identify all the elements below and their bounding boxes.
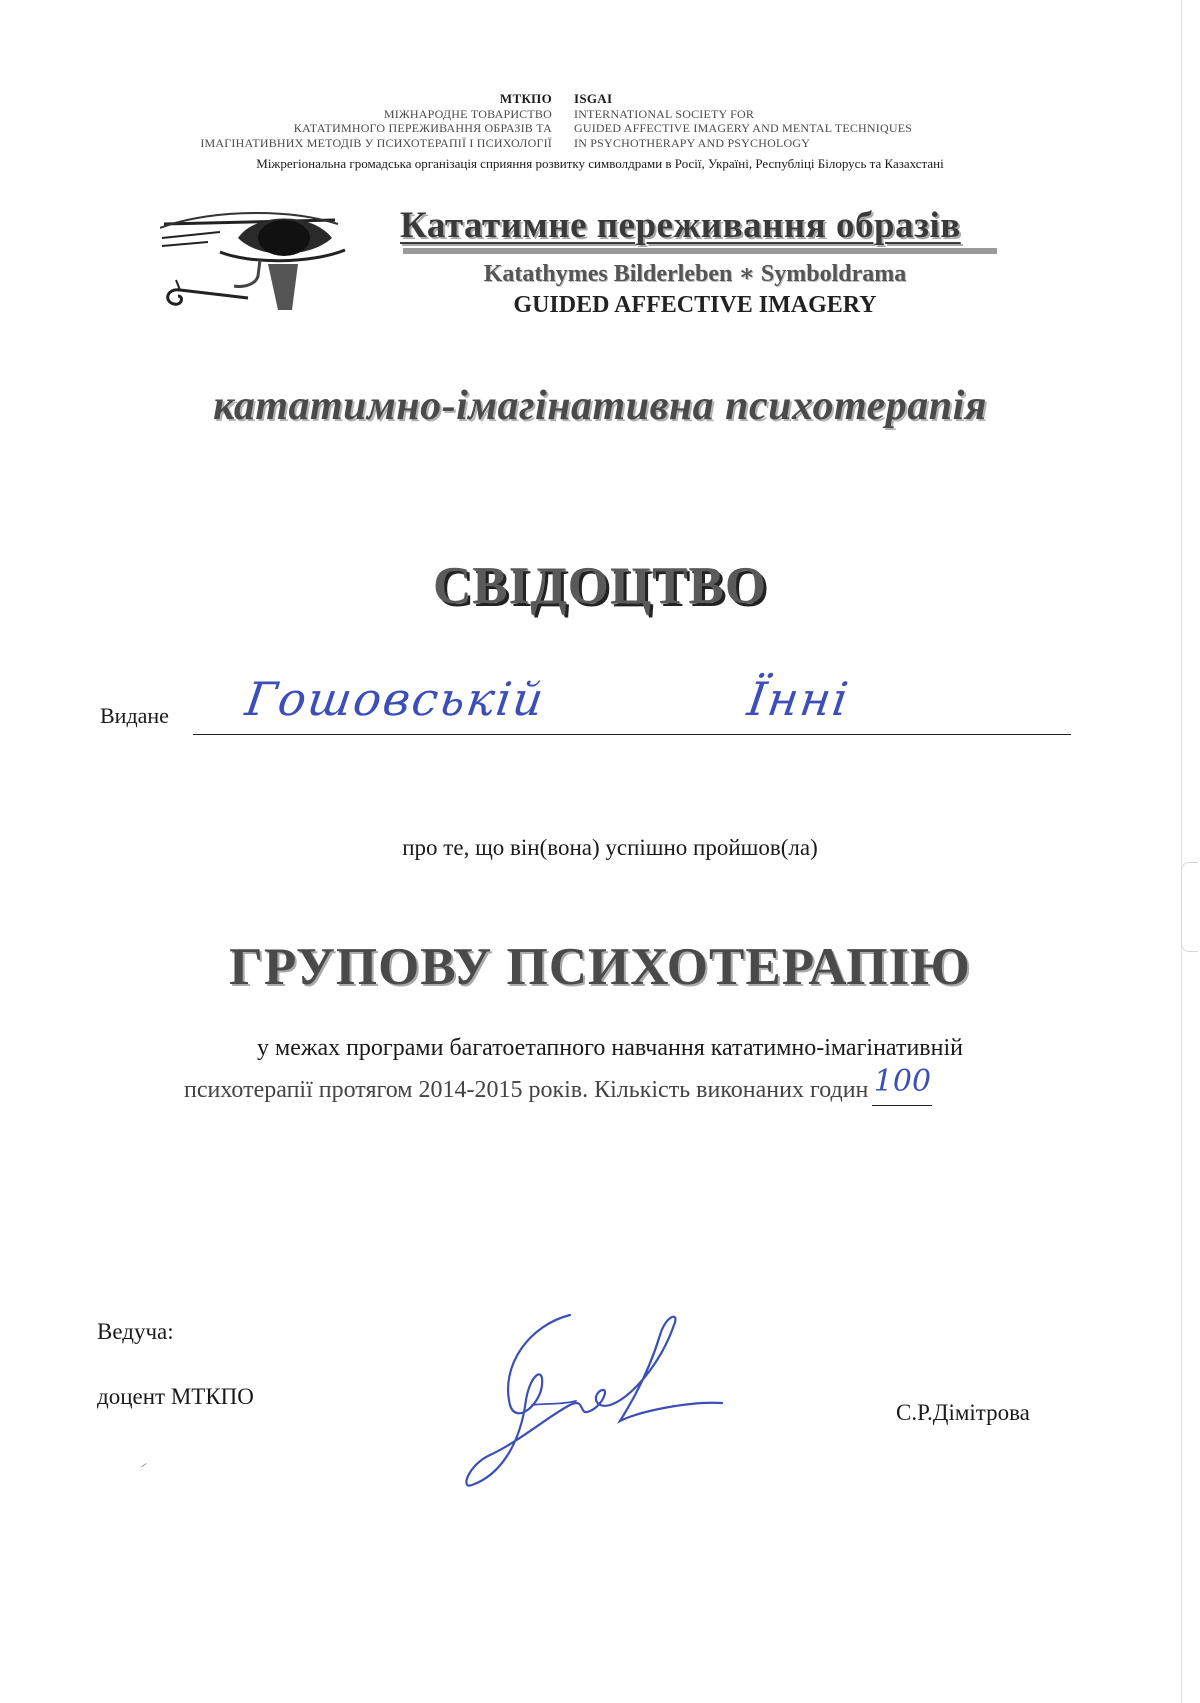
course-title: ГРУПОВУ ПСИХОТЕРАПІЮ xyxy=(229,938,971,996)
hours-field xyxy=(872,1064,932,1106)
header-left-abbr: МТКПО xyxy=(499,91,552,106)
issued-underline xyxy=(193,734,1071,735)
completion-statement: про те, що він(вона) успішно пройшов(ла) xyxy=(402,835,818,860)
leader-name: С.Р.Дімітрова xyxy=(896,1400,1030,1425)
header-right-line2: GUIDED AFFECTIVE IMAGERY AND MENTAL TECHNIQUES xyxy=(574,121,913,135)
logo-title-shadow xyxy=(403,248,997,254)
program-line2 xyxy=(184,1064,932,1106)
header-region-line: Міжрегіональна громадська організація сприяння розвитку символдрами в Росії, Україні, Республіці Білорусь та Казахстані xyxy=(256,156,944,171)
header-right-line1: INTERNATIONAL SOCIETY FOR xyxy=(574,106,755,121)
leader-position: доцент МТКПО xyxy=(97,1384,254,1409)
program-line1: у межах програми багатоетапного навчання кататимно-імагінативній xyxy=(257,1035,963,1061)
logo-title-de: Katathymes Bilderleben ∗ Symboldrama xyxy=(483,261,907,287)
paper-speck xyxy=(139,1461,146,1468)
header-left-line2: КАТАТИМНОГО ПЕРЕЖИВАННЯ ОБРАЗІВ ТА xyxy=(293,121,552,135)
recipient-surname: Гошовській xyxy=(242,672,549,726)
hours-value: 100 xyxy=(873,1064,932,1099)
header-right-block xyxy=(574,92,912,150)
header-left-line1: МІЖНАРОДНЕ ТОВАРИСТВО xyxy=(383,106,552,121)
certificate-title: СВІДОЦТВО xyxy=(432,557,768,615)
recipient-given-name: Їнні xyxy=(744,672,854,726)
leader-label: Ведуча: xyxy=(97,1319,174,1344)
certificate-subtitle: кататимно-імагінативна психотерапія xyxy=(213,383,987,429)
logo-title-ua: Кататимне переживання образів xyxy=(400,205,961,246)
header-right-abbr: ISGAI xyxy=(574,91,613,106)
header-left-block xyxy=(200,92,552,150)
header-left-line3: ІМАГІНАТИВНИХ МЕТОДІВ У ПСИХОТЕРАПІЇ І ПСИХОЛОГІЇ xyxy=(200,135,552,150)
header-right-line3: IN PSYCHOTHERAPY AND PSYCHOLOGY xyxy=(574,135,811,150)
issued-label: Видане xyxy=(100,703,169,728)
signature-mark xyxy=(460,1305,730,1505)
logo-title-en: GUIDED AFFECTIVE IMAGERY xyxy=(513,292,877,318)
program-line2-text: психотерапії протягом 2014-2015 років. Кількість виконаних годин xyxy=(184,1077,869,1103)
